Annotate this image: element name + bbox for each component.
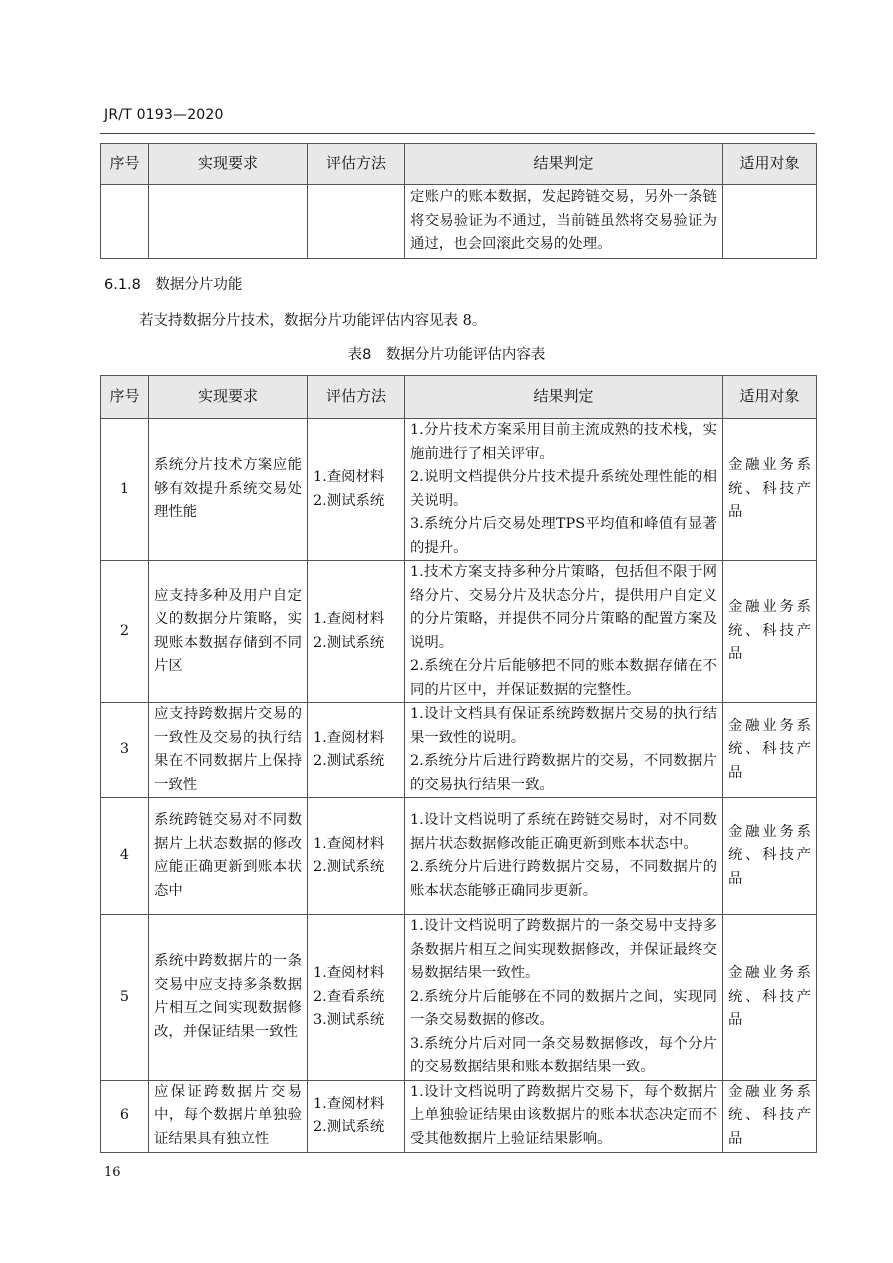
cell-method bbox=[308, 561, 405, 703]
cell-result bbox=[405, 703, 723, 798]
header-cell-method: 评估方法 bbox=[308, 144, 405, 185]
result-line: 2.系统分片后进行跨数据片交易，不同数据片的账本状态能够正确同步更新。 bbox=[410, 859, 717, 899]
cell-applicable: 金融业务系统、科技产品 bbox=[723, 1080, 817, 1152]
cell-method bbox=[308, 915, 405, 1081]
method-line: 2.测试系统 bbox=[313, 753, 385, 769]
cell-result bbox=[405, 561, 723, 703]
result-line: 1.分片技术方案采用目前主流成熟的技术栈，实施前进行了相关评审。 bbox=[410, 422, 717, 462]
table-header-row bbox=[101, 144, 817, 185]
table-row bbox=[101, 419, 817, 561]
cell-requirement: 应保证跨数据片交易中，每个数据片单独验证结果具有独立性 bbox=[149, 1080, 308, 1152]
cell-index: 6 bbox=[101, 1080, 149, 1152]
result-line: 3.系统分片后对同一条交易数据修改，每个分片的交易数据结果和账本数据结果一致。 bbox=[410, 1035, 717, 1075]
cell-method bbox=[308, 419, 405, 561]
cell-empty bbox=[308, 185, 405, 259]
table-title: 表8 数据分片功能评估内容表 bbox=[347, 347, 546, 363]
result-line: 2.系统在分片后能够把不同的账本数据存储在不同的片区中，并保证数据的完整性。 bbox=[410, 658, 717, 698]
method-line: 2.测试系统 bbox=[313, 492, 385, 509]
table-8 bbox=[100, 375, 817, 1153]
cell-empty bbox=[723, 185, 817, 259]
result-line: 1.技术方案支持多种分片策略，包括但不限于网络分片、交易分片及状态分片，提供用户自定义的分片策略，并提供不同分片策略的配置方案及说明。 bbox=[410, 564, 717, 651]
result-line: 1.设计文档说明了跨数据片交易下，每个数据片上单独验证结果由该数据片的账本状态决定而不受其他数据片上验证结果影响。 bbox=[410, 1083, 717, 1147]
method-line: 1.查阅材料 bbox=[313, 469, 385, 485]
cell-result bbox=[405, 798, 723, 915]
header-cell-result: 结果判定 bbox=[405, 376, 723, 419]
method-line: 1.查阅材料 bbox=[313, 1095, 385, 1112]
header-rule bbox=[100, 133, 815, 134]
method-line: 3.测试系统 bbox=[313, 1012, 385, 1028]
result-line: 2.系统分片后进行跨数据片的交易，不同数据片的交易执行结果一致。 bbox=[410, 753, 717, 793]
cell-method bbox=[308, 703, 405, 798]
cell-requirement: 系统中跨数据片的一条交易中应支持多条数据片相互之间实现数据修改，并保证结果一致性 bbox=[149, 915, 308, 1081]
method-line: 2.测试系统 bbox=[313, 1119, 385, 1135]
method-line: 2.测试系统 bbox=[313, 859, 385, 875]
table-row bbox=[101, 703, 817, 798]
header-cell-applicable: 适用对象 bbox=[723, 144, 817, 185]
result-line: 1.设计文档具有保证系统跨数据片交易的执行结果一致性的说明。 bbox=[410, 706, 717, 746]
method-line: 2.查看系统 bbox=[313, 988, 385, 1005]
document-code: JR/T 0193—2020 bbox=[104, 107, 224, 123]
cell-empty bbox=[101, 185, 149, 259]
header-cell-applicable: 适用对象 bbox=[723, 376, 817, 419]
header-cell-index: 序号 bbox=[101, 376, 149, 419]
cell-applicable: 金融业务系统、科技产品 bbox=[723, 798, 817, 915]
table-row bbox=[101, 798, 817, 915]
cell-applicable: 金融业务系统、科技产品 bbox=[723, 561, 817, 703]
cell-result: 定账户的账本数据，发起跨链交易，另外一条链将交易验证为不通过，当前链虽然将交易验证为通过，也会回滚此交易的处理。 bbox=[405, 185, 723, 259]
cell-requirement: 系统分片技术方案应能够有效提升系统交易处理性能 bbox=[149, 419, 308, 561]
page-number: 16 bbox=[104, 1165, 121, 1180]
result-line: 2.说明文档提供分片技术提升系统处理性能的相关说明。 bbox=[410, 469, 717, 509]
cell-empty bbox=[149, 185, 308, 259]
cell-method bbox=[308, 798, 405, 915]
cell-result bbox=[405, 1080, 723, 1152]
cell-applicable: 金融业务系统、科技产品 bbox=[723, 915, 817, 1081]
cell-index: 1 bbox=[101, 419, 149, 561]
cell-index: 5 bbox=[101, 915, 149, 1081]
method-line: 1.查阅材料 bbox=[313, 729, 385, 746]
body-paragraph: 若支持数据分片技术，数据分片功能评估内容见表 8。 bbox=[139, 313, 487, 329]
header-cell-result: 结果判定 bbox=[405, 144, 723, 185]
section-title: 6.1.8 数据分片功能 bbox=[104, 277, 243, 293]
cell-index: 2 bbox=[101, 561, 149, 703]
result-line: 2.系统分片后能够在不同的数据片之间，实现同一条交易数据的修改。 bbox=[410, 988, 717, 1028]
result-line: 1.设计文档说明了系统在跨链交易时，对不同数据片状态数据修改能正确更新到账本状态中。 bbox=[410, 812, 717, 852]
table-header-row bbox=[101, 376, 817, 419]
cell-requirement: 应支持跨数据片交易的一致性及交易的执行结果在不同数据片上保持一致性 bbox=[149, 703, 308, 798]
cell-applicable: 金融业务系统、科技产品 bbox=[723, 703, 817, 798]
method-line: 1.查阅材料 bbox=[313, 835, 385, 852]
table-row bbox=[101, 185, 817, 259]
method-line: 2.测试系统 bbox=[313, 634, 385, 651]
cell-result bbox=[405, 915, 723, 1081]
method-line: 1.查阅材料 bbox=[313, 965, 385, 981]
cell-requirement: 应支持多种及用户自定义的数据分片策略，实现账本数据存储到不同片区 bbox=[149, 561, 308, 703]
table-row bbox=[101, 915, 817, 1081]
table-row bbox=[101, 1080, 817, 1152]
header-cell-requirement: 实现要求 bbox=[149, 376, 308, 419]
cell-index: 4 bbox=[101, 798, 149, 915]
method-line: 1.查阅材料 bbox=[313, 611, 385, 627]
cell-index: 3 bbox=[101, 703, 149, 798]
cell-requirement: 系统跨链交易对不同数据片上状态数据的修改应能正确更新到账本状态中 bbox=[149, 798, 308, 915]
header-cell-index: 序号 bbox=[101, 144, 149, 185]
continued-table bbox=[100, 143, 817, 259]
result-line: 1.设计文档说明了跨数据片的一条交易中支持多条数据片相互之间实现数据修改，并保证最终交易数据结果一致性。 bbox=[410, 918, 717, 981]
header-cell-method: 评估方法 bbox=[308, 376, 405, 419]
table-row bbox=[101, 561, 817, 703]
cell-method bbox=[308, 1080, 405, 1152]
cell-result bbox=[405, 419, 723, 561]
header-cell-requirement: 实现要求 bbox=[149, 144, 308, 185]
cell-applicable: 金融业务系统、科技产品 bbox=[723, 419, 817, 561]
result-line: 3.系统分片后交易处理TPS平均值和峰值有显著的提升。 bbox=[410, 516, 717, 556]
